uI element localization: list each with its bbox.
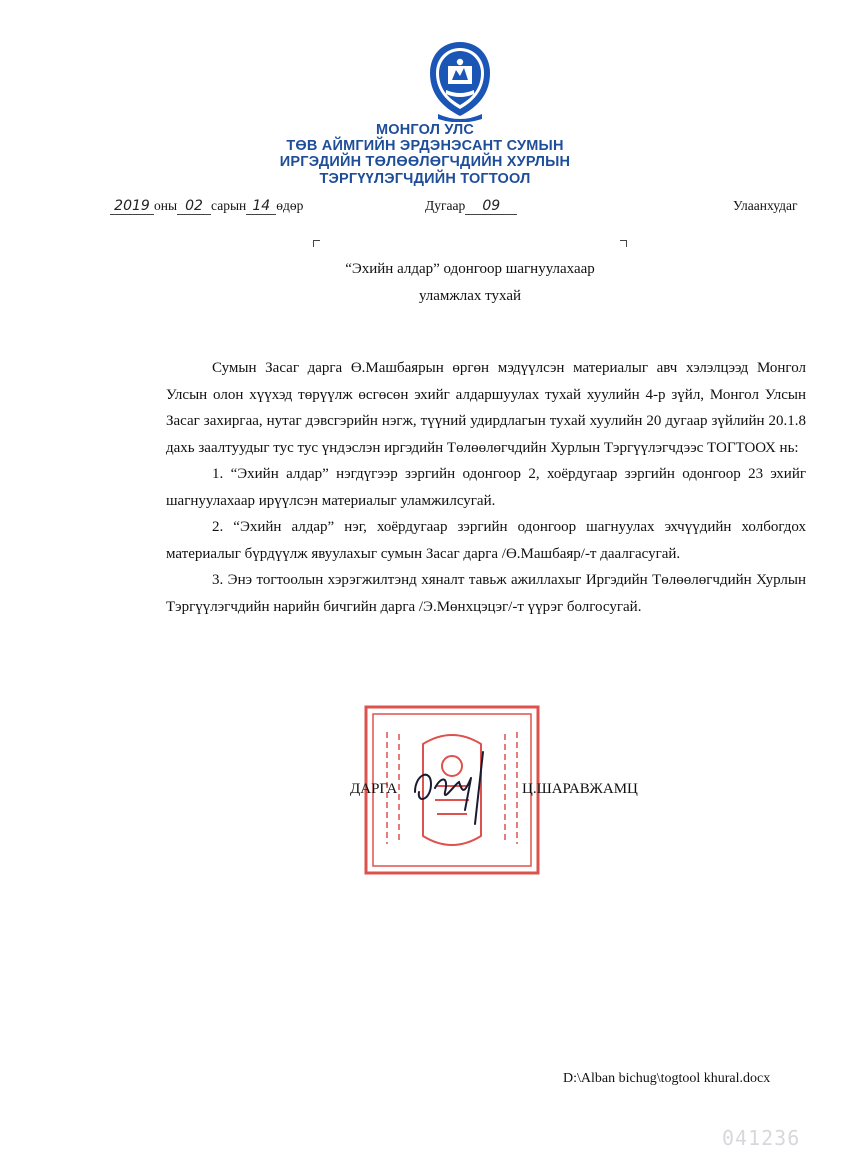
body-intro: Сумын Засаг дарга Ө.Машбаярын өргөн мэдүүлсэн материалыг авч хэлэлцээд Монгол Улсын олон хүүхэд төрүүлж өсгөсөн эхийг алдаршуулах тухай хуулийн 4-р зүйл, Монгол Улсын Засаг захиргаа, нутаг дэвсгэрийн нэгж, түүний удирдлагын тухай хуулийн 20 дугаар зүйлийн 20.1.8 дахь заалтуудыг тус тус үндэслэн иргэдийн Төлөөлөгчдийн Хурлын Тэргүүлэгчдээс ТОГТООХ нь: (166, 360, 806, 456)
date-line (110, 198, 303, 220)
date-month-suffix: сарын (211, 198, 247, 213)
document-number: 09 (465, 199, 517, 215)
subject-line1: “Эхийн алдар” одонгоор шагнуулахаар (345, 261, 595, 277)
header-country: МОНГОЛ УЛС (375, 122, 475, 138)
state-emblem-icon (426, 40, 494, 122)
header-org-line2: ИРГЭДИЙН ТӨЛӨӨЛӨГЧДИЙН ХУРЛЫН (279, 154, 571, 170)
signatory-name: Ц.ШАРАВЖАМЦ (522, 781, 638, 797)
place-name: Улаанхудаг (733, 198, 798, 213)
body-item-2: 2. “Эхийн алдар” нэг, хоёрдугаар зэргийн одонгоор шагнуулах эхчүүдийн холбогдох материалыг бүрдүүлж явуулахыг сумын Засаг дарга /Ө.Машбаяр/-т даалгасугай. (166, 519, 806, 562)
date-month: 02 (177, 199, 211, 215)
body-item-3: 3. Энэ тогтоолын хэрэгжилтэнд хяналт тавьж ажиллахыг Иргэдийн Төлөөлөгчдийн Хурлын Тэргүүлэгчдийн нарийн бичгийн дарга /Э.Мөнхцэцэг/-т үүрэг болгосугай. (166, 572, 806, 615)
number-line (425, 198, 517, 220)
date-year-suffix: оны (154, 198, 178, 213)
body-item-1: 1. “Эхийн алдар” нэгдүгээр зэргийн одонгоор 2, хоёрдугаар зэргийн одонгоор 23 эхийг шагнуулахаар ирүүлсэн материалыг уламжилсугай. (166, 466, 806, 509)
subject-bracket-right (620, 240, 627, 247)
registration-number: 041236 (722, 1126, 801, 1150)
date-year: 2019 (110, 199, 154, 215)
file-path: D:\Alban bichug\togtool khural.docx (563, 1071, 771, 1086)
document-body (166, 355, 806, 620)
header-org-line1: ТӨВ АЙМГИЙН ЭРДЭНЭСАНТ СУМЫН (286, 138, 564, 154)
date-day-suffix: өдөр (276, 198, 304, 213)
number-label: Дугаар (425, 198, 466, 213)
date-day: 14 (246, 199, 276, 215)
subject-line2: уламжлах тухай (418, 288, 522, 304)
signatory-title: ДАРГА (350, 781, 398, 797)
handwritten-signature-icon (405, 748, 495, 828)
header-doc-type: ТЭРГҮҮЛЭГЧДИЙН ТОГТООЛ (319, 171, 531, 187)
subject-bracket-left (313, 240, 320, 247)
